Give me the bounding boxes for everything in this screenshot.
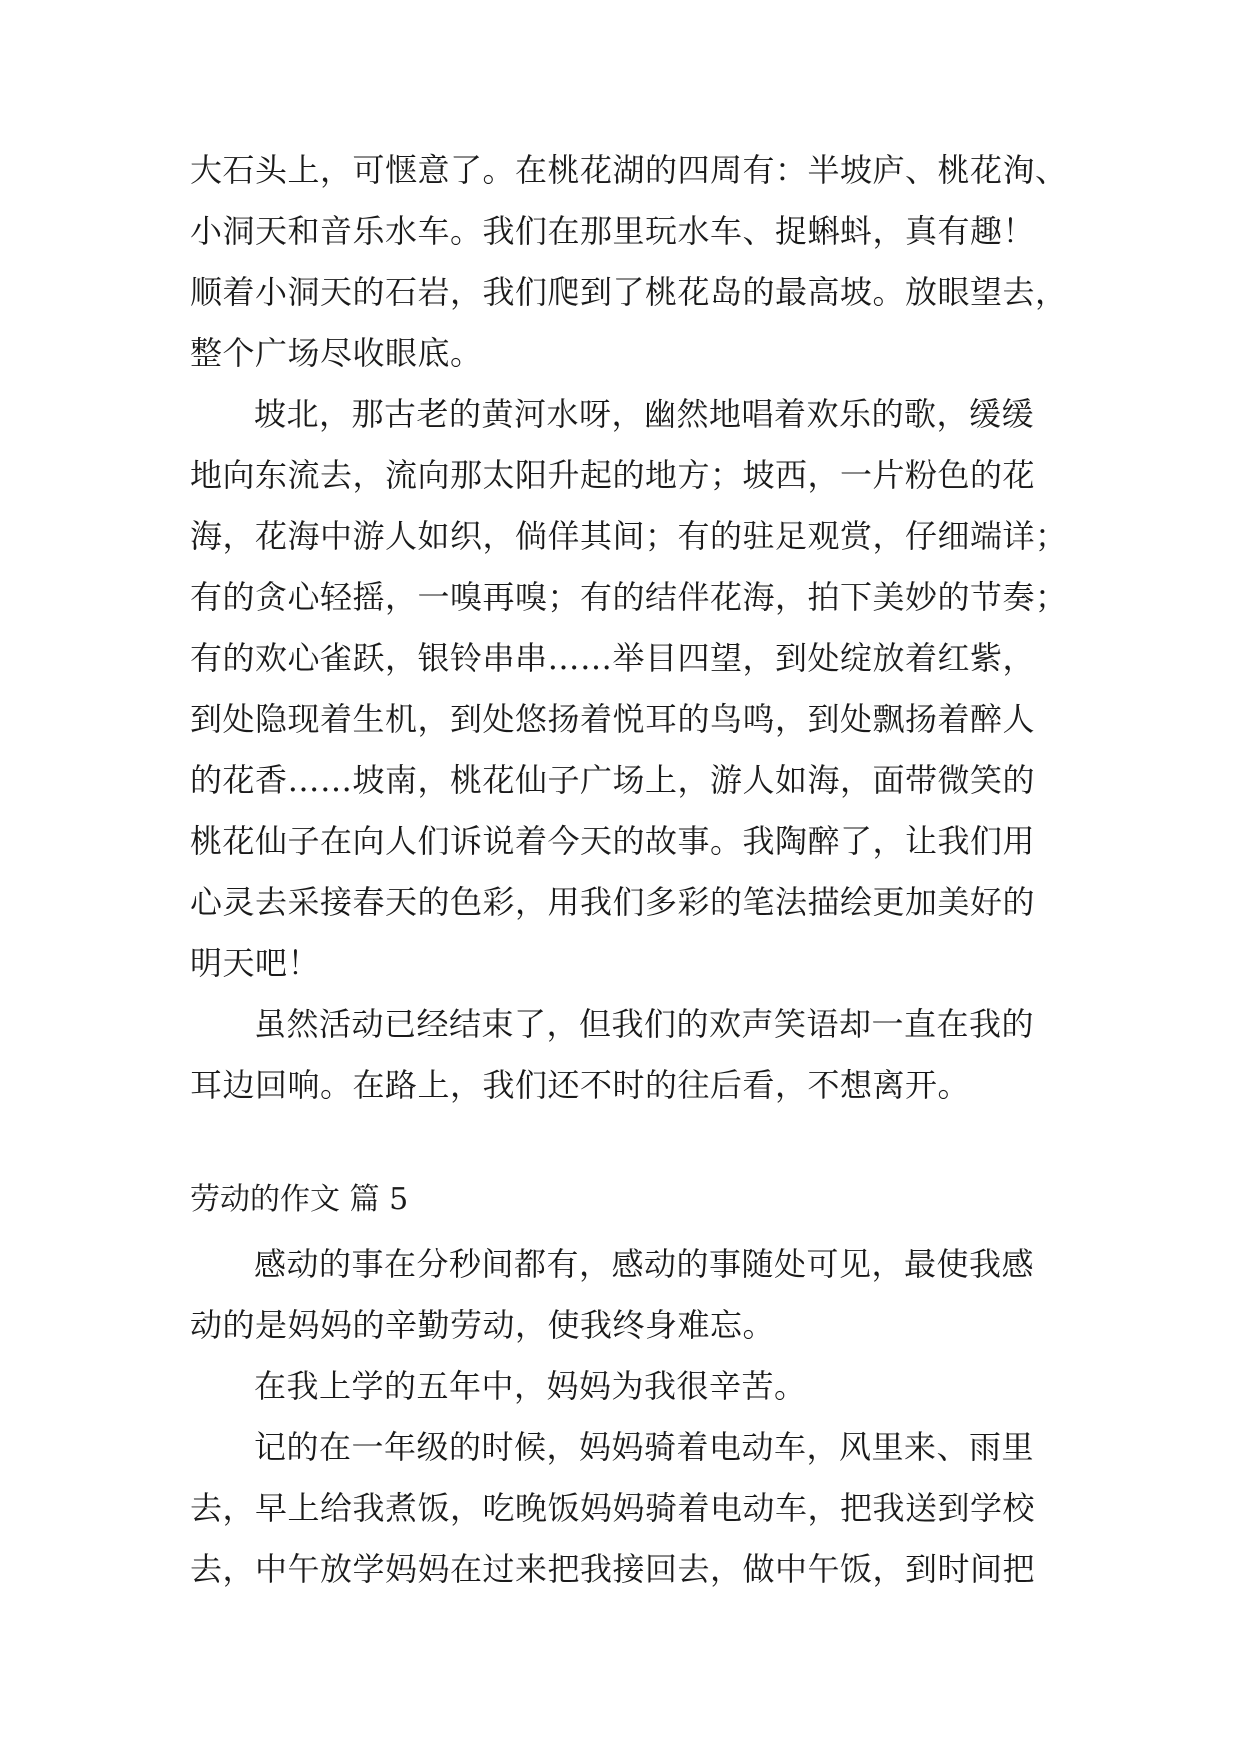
paragraph-start-line: 虽然活动已经结束了，但我们的欢声笑语却一直在我的 [254, 1005, 1035, 1043]
paragraph-start-line: 感动的事在分秒间都有，感动的事随处可见，最使我感 [254, 1245, 1035, 1283]
text-line: 的花香……坡南，桃花仙子广场上，游人如海，面带微笑的 [190, 761, 1036, 799]
text-line: 到处隐现着生机，到处悠扬着悦耳的鸟鸣，到处飘扬着醉人 [190, 700, 1036, 738]
paragraph-start-line: 记的在一年级的时候，妈妈骑着电动车，风里来、雨里 [254, 1428, 1035, 1466]
text-line: 大石头上，可惬意了。在桃花湖的四周有：半坡庐、桃花洵、 [190, 151, 1068, 189]
text-line: 整个广场尽收眼底。 [190, 334, 483, 372]
text-line: 有的欢心雀跃，银铃串串……举目四望，到处绽放着红紫， [190, 639, 1036, 677]
text-line: 去，中午放学妈妈在过来把我接回去，做中午饭，到时间把 [190, 1550, 1036, 1588]
paragraph-start-line: 坡北，那古老的黄河水呀，幽然地唱着欢乐的歌，缓缓 [254, 395, 1035, 433]
text-line: 去，早上给我煮饭，吃晚饭妈妈骑着电动车，把我送到学校 [190, 1489, 1036, 1527]
text-line: 海，花海中游人如织，倘佯其间；有的驻足观赏，仔细端详； [190, 517, 1068, 555]
paragraph-start-line: 在我上学的五年中，妈妈为我很辛苦。 [254, 1367, 807, 1405]
text-line: 心灵去采接春天的色彩，用我们多彩的笔法描绘更加美好的 [190, 883, 1036, 921]
text-line: 地向东流去，流向那太阳升起的地方；坡西，一片粉色的花 [190, 456, 1036, 494]
text-line: 桃花仙子在向人们诉说着今天的故事。我陶醉了，让我们用 [190, 822, 1036, 860]
text-line: 有的贪心轻摇，一嗅再嗅；有的结伴花海，拍下美妙的节奏； [190, 578, 1068, 616]
section-heading: 劳动的作文 篇 5 [190, 1182, 409, 1217]
text-line: 顺着小洞天的石岩，我们爬到了桃花岛的最高坡。放眼望去， [190, 273, 1068, 311]
text-line: 小洞天和音乐水车。我们在那里玩水车、捉蝌蚪，真有趣！ [190, 212, 1036, 250]
text-line: 耳边回响。在路上，我们还不时的往后看，不想离开。 [190, 1066, 971, 1104]
text-line: 明天吧！ [190, 944, 321, 982]
text-line: 动的是妈妈的辛勤劳动，使我终身难忘。 [190, 1306, 776, 1344]
